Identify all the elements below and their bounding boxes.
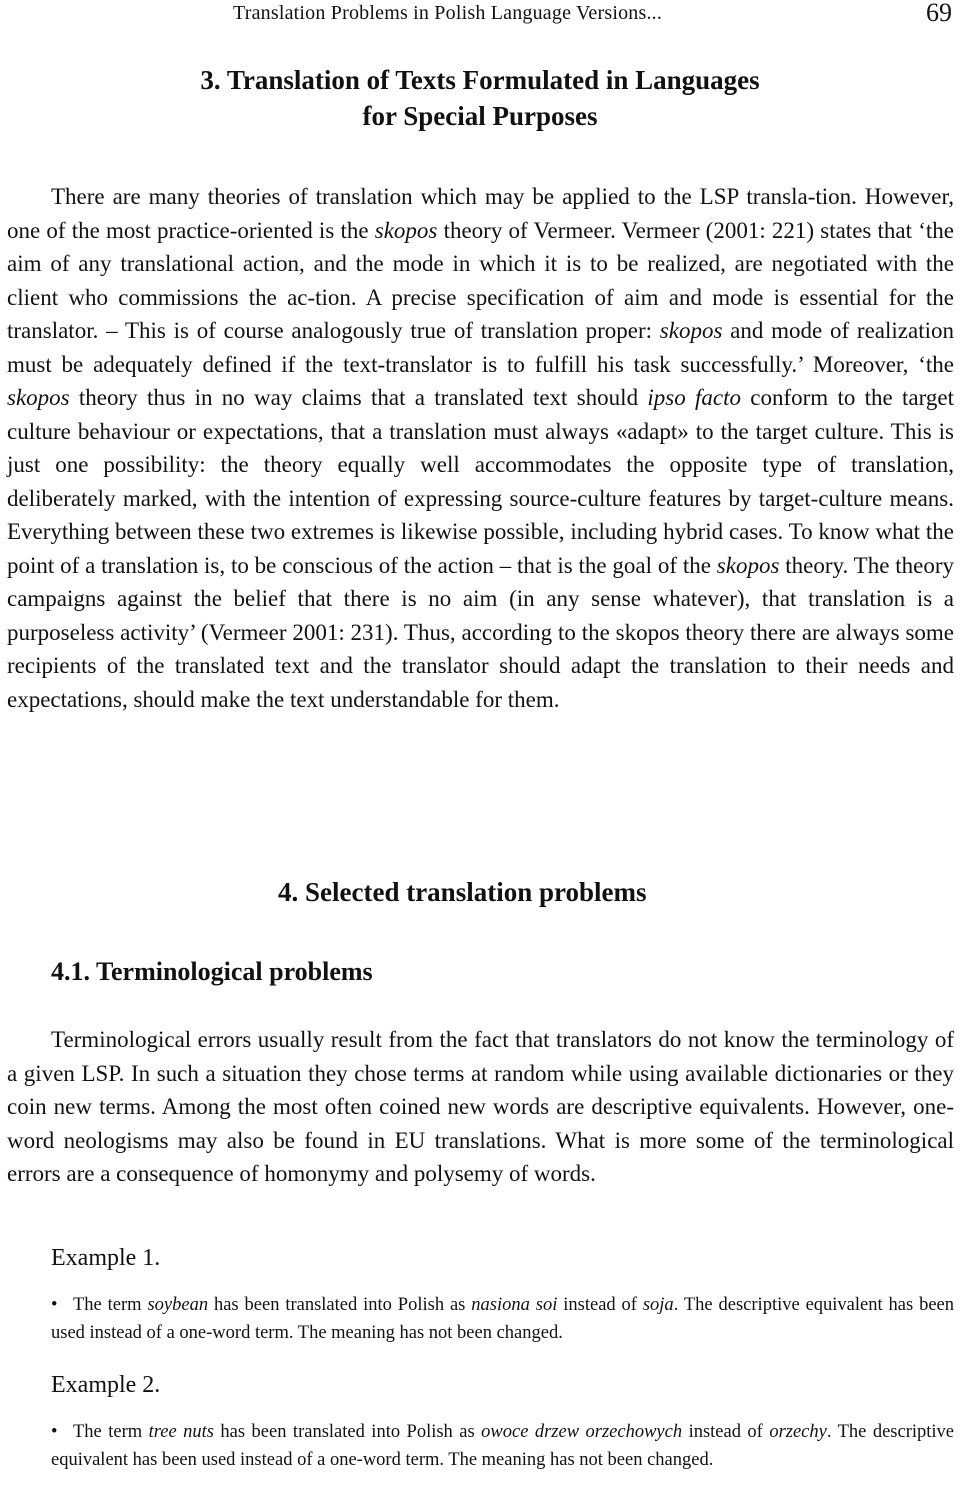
italic-term: nasiona soi: [471, 1295, 558, 1315]
example-1-label: Example 1.: [51, 1245, 161, 1271]
example-2-label: Example 2.: [51, 1372, 161, 1398]
section-3-title-line-2: for Special Purposes: [362, 101, 598, 131]
italic-term: soybean: [147, 1295, 209, 1315]
section-3-title-line-1: 3. Translation of Texts Formulated in Languages: [200, 65, 760, 95]
example-2-bullet: [51, 1418, 954, 1474]
italic-term: skopos: [374, 217, 438, 243]
page-number: 69: [926, 0, 952, 27]
example-1-bullet: [51, 1291, 954, 1347]
italic-term: skopos: [716, 552, 780, 578]
section-4-1-paragraph: Terminological errors usually result from the fact that translators do not know the terminology of a given LSP. In such a situation they chose terms at random while using available dictionaries or they coin new terms. Among the most often coined new words are descriptive equivalents. However, one-word neologisms may also be found in EU translations. What is more some of the terminological errors are a consequence of homonymy and polysemy of words.: [7, 1027, 954, 1186]
bullet-icon: •: [51, 1422, 58, 1442]
italic-term: owoce drzew orzechowych: [481, 1422, 683, 1442]
italic-term: skopos: [659, 318, 723, 343]
section-3-paragraph: There are many theories of translation which may be applied to the LSP transla-tion. However, one of the most practice-oriented is the skopos theory of Vermeer. Vermeer (2001: 221) states that ‘the aim of any translational action, and the mode in which it is to be realized, are negotiated with the client who commissions the ac-tion. A precise specification of aim and mode is essential for the translator. – This is of course analogously true of translation proper: skopos and mode of realization must be adequately defined if the text-translator is to fulfill his task successfully.’ Moreover, ‘the skopos theory thus in no way claims that a translated text should ipso facto conform to the target culture behaviour or expectations, that a translation must always «adapt» to the target culture. This is just one possibility: the theory equally well accommodates the opposite type of translation, deliberately marked, with the intention of expressing source-culture features by target-culture means. Everything between these two extremes is likewise possible, including hybrid cases. To know what the point of a translation is, to be conscious of the action – that is the goal of the skopos theory. The theory campaigns against the belief that there is no aim (in any sense whatever), that translation is a purposeless activity’ (Vermeer 2001: 231). Thus, according to the skopos theory there are always some recipients of the translated text and the translator should adapt the translation to their needs and expectations, should make the text understandable for them.: [7, 184, 955, 712]
running-title: Translation Problems in Polish Language Versions...: [233, 2, 663, 24]
example-1-text: The term soybean has been translated into Polish as nasiona soi instead of soja. The descriptive equivalent has been used instead of a one-word term. The meaning has not been changed.: [51, 1295, 954, 1343]
italic-term: tree nuts: [148, 1422, 214, 1442]
italic-term: orzechy: [769, 1422, 827, 1442]
bullet-icon: •: [51, 1295, 58, 1315]
italic-term: ipso facto: [647, 385, 741, 410]
example-2-text: The term tree nuts has been translated into Polish as owoce drzew orzechowych instead of orzechy. The descriptive equivalent has been used instead of a one-word term. The meaning has not been changed.: [51, 1422, 954, 1470]
subsection-4-1-title: 4.1. Terminological problems: [51, 957, 373, 986]
section-4-title: 4. Selected translation problems: [278, 877, 647, 907]
italic-term: skopos: [7, 385, 70, 410]
running-header: [0, 2, 960, 30]
section-3-title: [0, 62, 960, 134]
italic-term: soja: [642, 1295, 674, 1315]
